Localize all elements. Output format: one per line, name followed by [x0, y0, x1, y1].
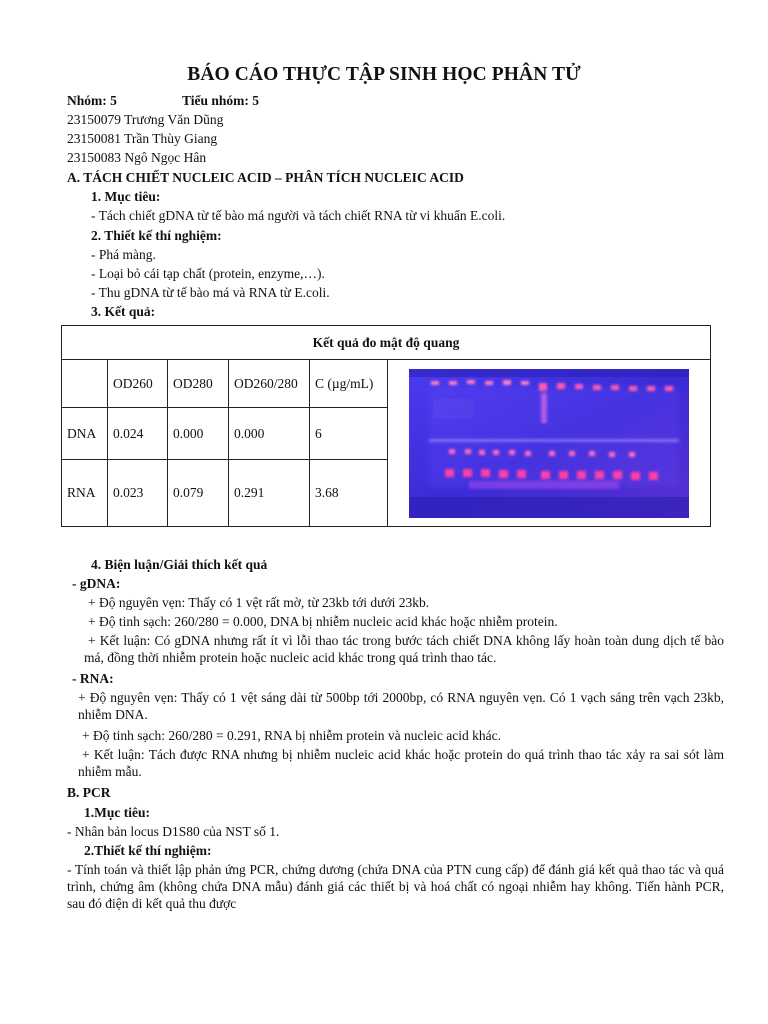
gdna-label: - gDNA:: [72, 576, 121, 591]
gdna-purity: + Độ tinh sạch: 260/280 = 0.000, DNA bị nhiễm nucleic acid khác hoặc nhiễm protein.: [88, 614, 558, 629]
discussion-heading: 4. Biện luận/Giải thích kết quả: [91, 557, 268, 572]
table-header-cell: [62, 360, 108, 408]
member-3: 23150083 Ngô Ngọc Hân: [67, 150, 207, 165]
table-cell: 0.079: [168, 460, 229, 527]
table-header-cell: OD260: [108, 360, 168, 408]
table-header-cell: C (µg/mL): [310, 360, 388, 408]
row-label: DNA: [62, 408, 108, 460]
table-cell: 0.291: [229, 460, 310, 527]
gdna-integrity: + Độ nguyên vẹn: Thấy có 1 vệt rất mờ, từ 23kb tới dưới 23kb.: [88, 595, 430, 610]
row-label: RNA: [62, 460, 108, 527]
table-cell: 3.68: [310, 460, 388, 527]
design-item: - Thu gDNA từ tế bào má và RNA từ E.coli.: [91, 285, 330, 300]
gel-image-cell: [388, 360, 711, 527]
design-item: - Loại bỏ cái tạp chất (protein, enzyme,…).: [91, 266, 325, 281]
member-2: 23150081 Trần Thùy Giang: [67, 131, 218, 146]
gel-electrophoresis-image: [409, 369, 689, 518]
table-cell: 0.000: [229, 408, 310, 460]
table-caption: Kết quả đo mật độ quang: [62, 326, 711, 360]
rna-purity: + Độ tinh sạch: 260/280 = 0.291, RNA bị nhiễm protein và nucleic acid khác.: [82, 728, 502, 743]
pcr-design-heading: 2.Thiết kế thí nghiệm:: [84, 843, 212, 858]
table-cell: 6: [310, 408, 388, 460]
objective-text: - Tách chiết gDNA từ tế bào má người và tách chiết RNA từ vi khuẩn E.coli.: [91, 208, 506, 223]
gdna-conclusion: + Kết luận: Có gDNA nhưng rất ít vì lỗi thao tác trong bước tách chiết DNA không lấy hoàn toàn dung dịch tế bào má, đồng thời nhiễm protein hoặc nucleic acid khác trong quá trình thao tác.: [84, 633, 724, 665]
optical-density-table: [61, 325, 711, 527]
objective-heading: 1. Mục tiêu:: [91, 189, 161, 204]
design-item: - Phá màng.: [91, 247, 156, 262]
table-header-cell: OD280: [168, 360, 229, 408]
section-b-heading: B. PCR: [67, 785, 111, 800]
rna-conclusion: + Kết luận: Tách được RNA nhưng bị nhiễm nucleic acid khác hoặc protein do quá trình thao tác xảy ra sai sót làm nhiễm mẫu.: [78, 747, 724, 779]
rna-integrity: + Độ nguyên vẹn: Thấy có 1 vệt sáng dài từ 500bp tới 2000bp, có RNA nguyên vẹn. Có 1 vạch sáng trên vạch 23kb, nhiễm DNA.: [78, 690, 724, 722]
member-1: 23150079 Trương Văn Dũng: [67, 112, 224, 127]
table-cell: 0.024: [108, 408, 168, 460]
pcr-design-text: - Tính toán và thiết lập phản ứng PCR, chứng dương (chứa DNA của PTN cung cấp) để đánh giá kết quả thao tác và quá trình, chứng âm (không chứa DNA mẫu) đánh giá các thiết bị và hoá chất có ngoại nhiễm hay không. Tiến hành PCR, sau đó điện di kết quả thu được: [67, 862, 724, 911]
table-header-cell: OD260/280: [229, 360, 310, 408]
section-a-heading: A. TÁCH CHIẾT NUCLEIC ACID – PHÂN TÍCH NUCLEIC ACID: [67, 170, 464, 185]
subgroup-label: Tiểu nhóm: 5: [182, 93, 260, 108]
pcr-objective-heading: 1.Mục tiêu:: [84, 805, 150, 820]
result-heading: 3. Kết quả:: [91, 304, 156, 319]
rna-label: - RNA:: [72, 671, 114, 686]
table-cell: 0.000: [168, 408, 229, 460]
table-cell: 0.023: [108, 460, 168, 527]
pcr-objective-text: - Nhân bản locus D1S80 của NST số 1.: [67, 824, 280, 839]
report-title: BÁO CÁO THỰC TẬP SINH HỌC PHÂN TỬ: [187, 64, 581, 85]
group-label: Nhóm: 5: [67, 93, 117, 108]
design-heading: 2. Thiết kế thí nghiệm:: [91, 228, 222, 243]
